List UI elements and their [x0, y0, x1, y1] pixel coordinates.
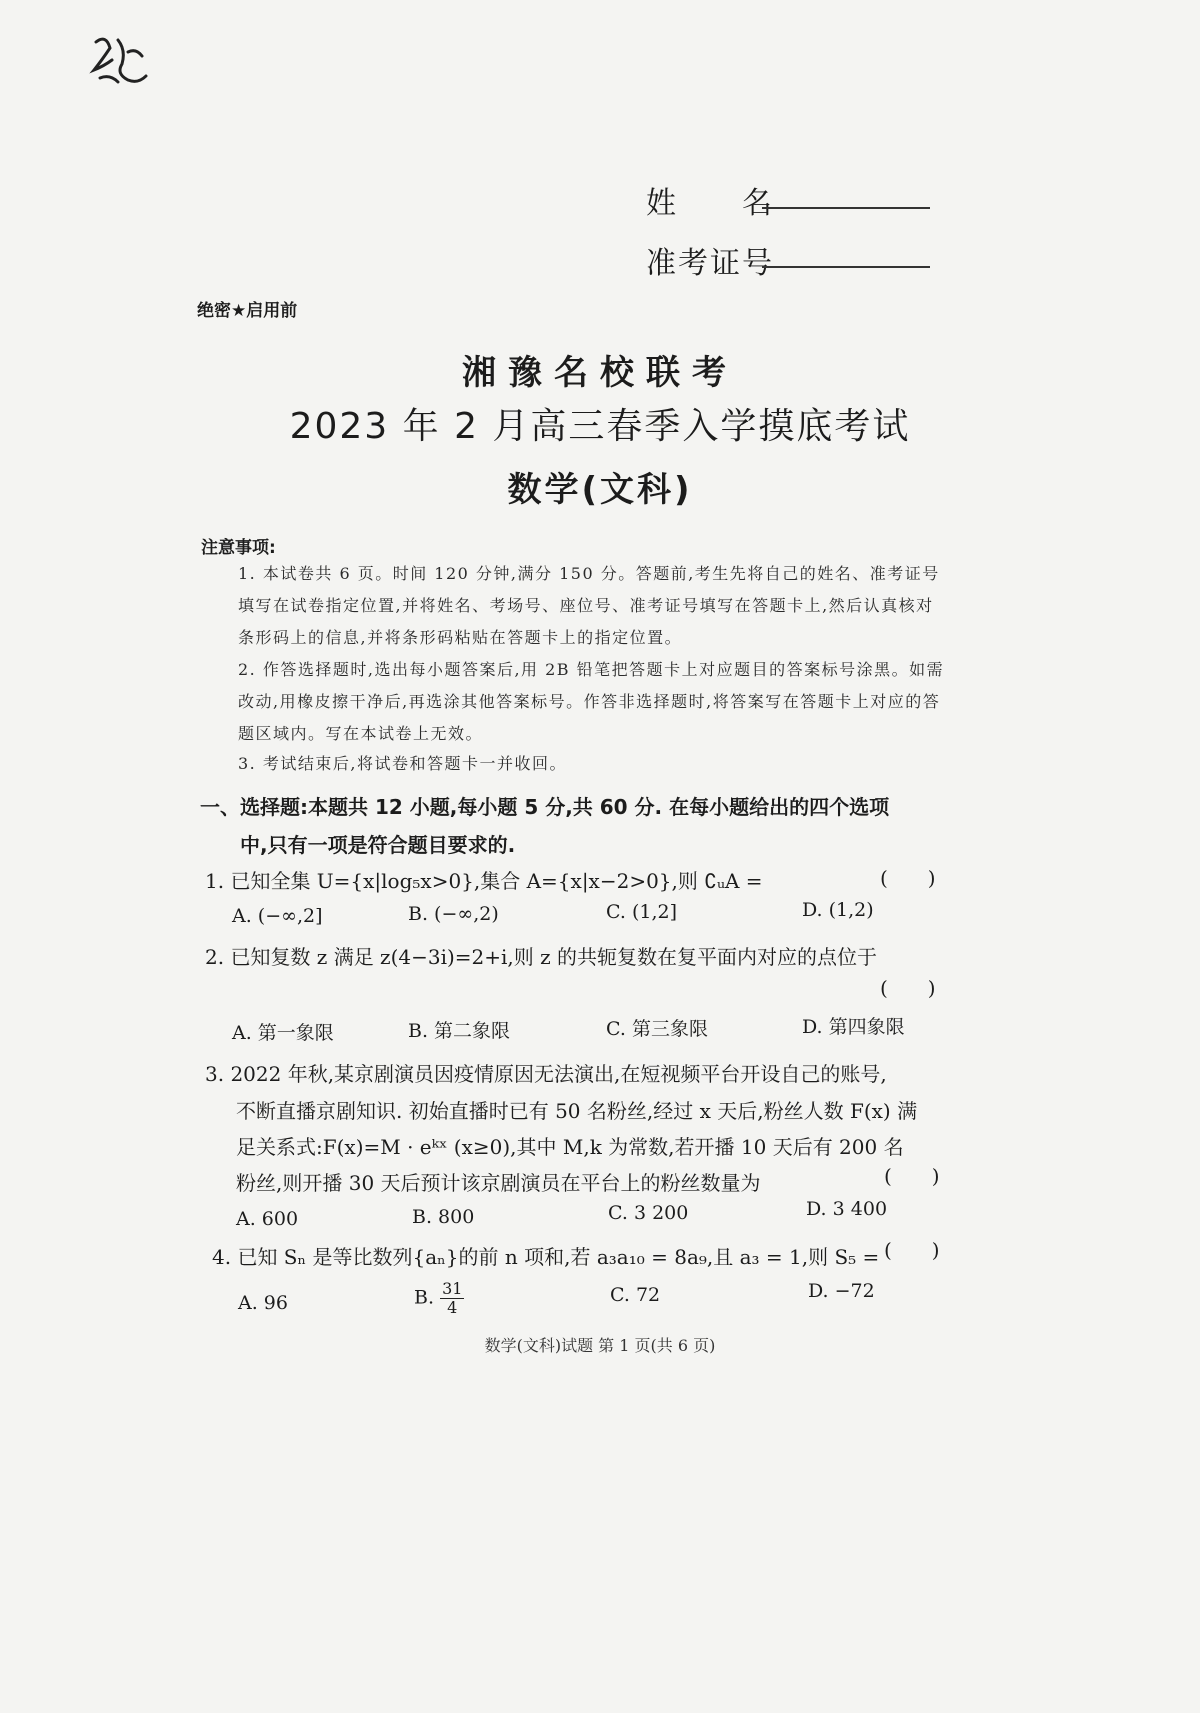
q1-option-c: C. (1,2]: [606, 901, 677, 923]
q3-option-a: A. 600: [236, 1208, 299, 1230]
q2-option-a: A. 第一象限: [232, 1022, 334, 1044]
page-footer: 数学(文科)试题 第 1 页(共 6 页): [484, 1336, 716, 1355]
q1-option-b: B. (−∞,2): [408, 903, 499, 925]
question-2-stem: 2. 已知复数 z 满足 z(4−3i)=2+i,则 z 的共轭复数在复平面内对应的点位于: [205, 945, 878, 969]
fraction-denominator: 4: [447, 1298, 458, 1317]
q2-option-d: D. 第四象限: [802, 1016, 905, 1038]
question-3-stem-line-4: 粉丝,则开播 30 天后预计该京剧演员在平台上的粉丝数量为: [236, 1171, 761, 1195]
answer-paren-3: ( ): [884, 1164, 940, 1188]
q3-option-b: B. 800: [412, 1206, 475, 1228]
exam-subject: 数学(文科): [507, 470, 693, 510]
q4-option-b-label: B.: [414, 1286, 435, 1309]
q1-option-a: A. (−∞,2]: [232, 905, 323, 927]
section-heading-cont: 中,只有一项是符合题目要求的.: [240, 833, 516, 857]
q4-option-b-fraction: [440, 1280, 464, 1317]
notice-item-1: 1. 本试卷共 6 页。时间 120 分钟,满分 150 分。答题前,考生先将自己的姓名、准考证号填写在试卷指定位置,并将姓名、考场号、座位号、准考证号填写在答题卡上,然后认真核对条形码上的信息,并将条形码粘贴在答题卡上的指定位置。: [238, 564, 940, 647]
q4-option-b: [414, 1280, 464, 1317]
q1-option-d: D. (1,2): [802, 899, 874, 921]
answer-paren-4: ( ): [884, 1238, 940, 1262]
q4-option-d: D. −72: [808, 1280, 875, 1302]
question-4-stem: 4. 已知 Sₙ 是等比数列{aₙ}的前 n 项和,若 a₃a₁₀ = 8a₉,且 a₃ = 1,则 S₅ =: [212, 1245, 880, 1269]
exam-title-union: 湘豫名校联考: [462, 353, 738, 393]
answer-paren-2: ( ): [880, 976, 936, 1000]
question-3-stem-line-2: 不断直播京剧知识. 初始直播时已有 50 名粉丝,经过 x 天后,粉丝人数 F(x) 满: [236, 1099, 918, 1123]
question-3-stem-line-3: 足关系式:F(x)=M · eᵏˣ (x≥0),其中 M,k 为常数,若开播 10 天后有 200 名: [236, 1135, 904, 1159]
answer-paren-1: ( ): [880, 866, 936, 890]
confidential-mark: 绝密★启用前: [197, 301, 298, 321]
notice-item-2: 2. 作答选择题时,选出每小题答案后,用 2B 铅笔把答题卡上对应题目的答案标号涂黑。如需改动,用橡皮擦干净后,再选涂其他答案标号。作答非选择题时,将答案写在答题卡上对应的答题区域内。写在本试卷上无效。: [238, 660, 945, 743]
name-label: 姓 名: [646, 186, 774, 221]
q3-option-d: D. 3 400: [806, 1198, 888, 1220]
exam-title-main: 2023 年 2 月高三春季入学摸底考试: [289, 406, 911, 447]
question-3-stem-line-1: 3. 2022 年秋,某京剧演员因疫情原因无法演出,在短视频平台开设自己的账号,: [205, 1062, 887, 1086]
handwritten-mark: [88, 30, 158, 90]
question-1-stem: 1. 已知全集 U={x|log₅x>0},集合 A={x|x−2>0},则 ∁ᵤA =: [205, 869, 763, 893]
q2-option-b: B. 第二象限: [408, 1020, 511, 1042]
q4-option-a: A. 96: [238, 1292, 288, 1314]
section-heading: 一、选择题:本题共 12 小题,每小题 5 分,共 60 分. 在每小题给出的四个选项: [200, 795, 890, 819]
exam-id-blank[interactable]: [762, 266, 930, 268]
q4-option-c: C. 72: [610, 1284, 661, 1306]
q3-option-c: C. 3 200: [608, 1202, 689, 1224]
exam-id-label: 准考证号: [646, 246, 774, 281]
notice-heading: 注意事项:: [201, 538, 276, 558]
notice-item-3: 3. 考试结束后,将试卷和答题卡一并收回。: [238, 754, 567, 773]
name-blank[interactable]: [762, 207, 930, 209]
fraction-numerator: 31: [442, 1279, 463, 1298]
q2-option-c: C. 第三象限: [606, 1018, 708, 1040]
